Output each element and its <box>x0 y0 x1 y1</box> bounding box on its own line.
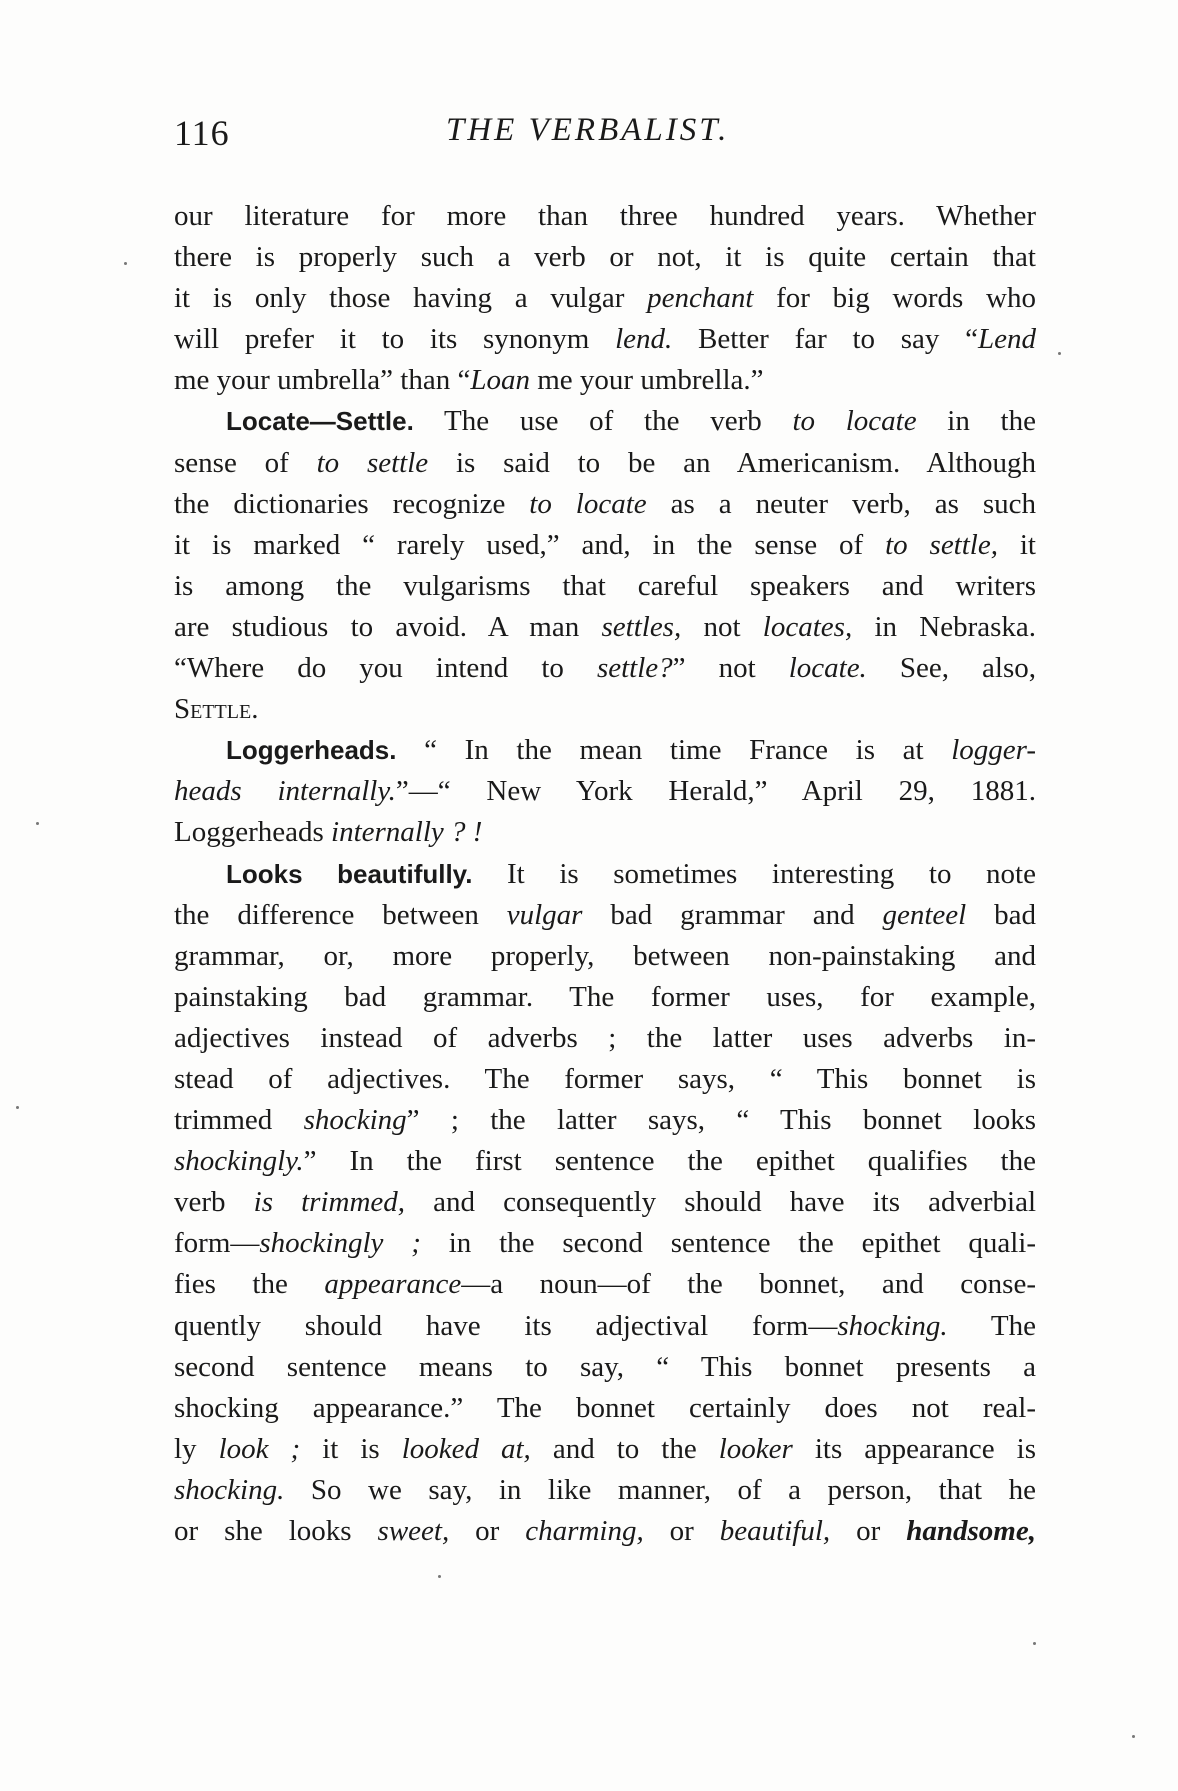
cross-reference: Settle. <box>174 693 259 726</box>
entry-loggerheads: Loggerheads. “ In the mean time France is at logger- <box>226 734 1036 767</box>
entry-term: Loggerheads. <box>226 735 397 766</box>
text-line: are studious to avoid. A man settles, not locates, in Nebraska. <box>174 610 1037 643</box>
paper-speck <box>1132 1735 1135 1738</box>
text-line: the difference between vulgar bad grammar and genteel bad <box>174 898 1037 931</box>
paper-speck <box>124 262 127 265</box>
paper-speck <box>1058 352 1061 355</box>
text-line: adjectives instead of adverbs ; the latter uses adverbs in- <box>174 1021 1036 1054</box>
running-title: THE VERBALIST. <box>446 112 730 148</box>
text-line: me your umbrella” than “Loan me your umbrella.” <box>174 364 764 397</box>
text-line <box>174 689 1036 730</box>
text-line: it is marked “ rarely used,” and, in the sense of to settle, it <box>174 528 1036 561</box>
paper-speck <box>36 822 39 825</box>
paper-speck <box>438 1575 441 1578</box>
text-line: form—shockingly ; in the second sentence the epithet quali- <box>174 1227 1036 1260</box>
entry-looks-beautifully: Looks beautifully. It is sometimes interesting to note <box>226 857 1036 890</box>
text-line: heads internally.”—“ New York Herald,” April 29, 1881. <box>174 775 1036 808</box>
text-line: grammar, or, more properly, between non-painstaking and <box>174 939 1036 972</box>
entry-term: Looks beautifully. <box>226 858 473 889</box>
text-line: shockingly.” In the first sentence the epithet qualifies the <box>174 1145 1036 1178</box>
paper-speck <box>16 1106 19 1109</box>
entry-term: Locate—Settle. <box>226 406 414 437</box>
entry-locate-settle: Locate—Settle. The use of the verb to locate in the <box>226 405 1036 438</box>
text-line: stead of adjectives. The former says, “ This bonnet is <box>174 1062 1036 1095</box>
body-text <box>174 196 1036 1552</box>
text-line: ly look ; it is looked at, and to the looker its appearance is <box>174 1432 1036 1465</box>
text-line: will prefer it to its synonym lend. Better far to say “Lend <box>174 323 1036 356</box>
text-line: shocking appearance.” The bonnet certainly does not real- <box>174 1391 1036 1424</box>
text-line: Loggerheads internally ? ! <box>174 816 483 849</box>
text-line: trimmed shocking” ; the latter says, “ This bonnet looks <box>174 1104 1036 1137</box>
text-line: fies the appearance—a noun—of the bonnet, and conse- <box>174 1268 1036 1301</box>
text-line: it is only those having a vulgar penchant for big words who <box>174 282 1036 315</box>
text-line: painstaking bad grammar. The former uses, for example, <box>174 980 1036 1013</box>
text-line: our literature for more than three hundred years. Whether <box>174 200 1036 232</box>
text-line: or she looks sweet, or charming, or beautiful, or handsome, <box>174 1515 1036 1547</box>
text-line: the dictionaries recognize to locate as a neuter verb, as such <box>174 487 1036 520</box>
page-number: 116 <box>174 113 230 153</box>
text-line: quently should have its adjectival form—shocking. The <box>174 1309 1037 1342</box>
text-line: “Where do you intend to settle?” not locate. See, also, <box>174 652 1037 685</box>
paper-speck <box>1033 1642 1036 1645</box>
text-line: sense of to settle is said to be an Americanism. Although <box>174 446 1036 479</box>
text-line: second sentence means to say, “ This bonnet presents a <box>174 1350 1036 1383</box>
text-line: shocking. So we say, in like manner, of a person, that he <box>174 1473 1036 1506</box>
text-line: is among the vulgarisms that careful speakers and writers <box>174 569 1036 602</box>
text-line: verb is trimmed, and consequently should have its adverbial <box>174 1186 1037 1219</box>
text-line: there is properly such a verb or not, it is quite certain that <box>174 241 1036 274</box>
